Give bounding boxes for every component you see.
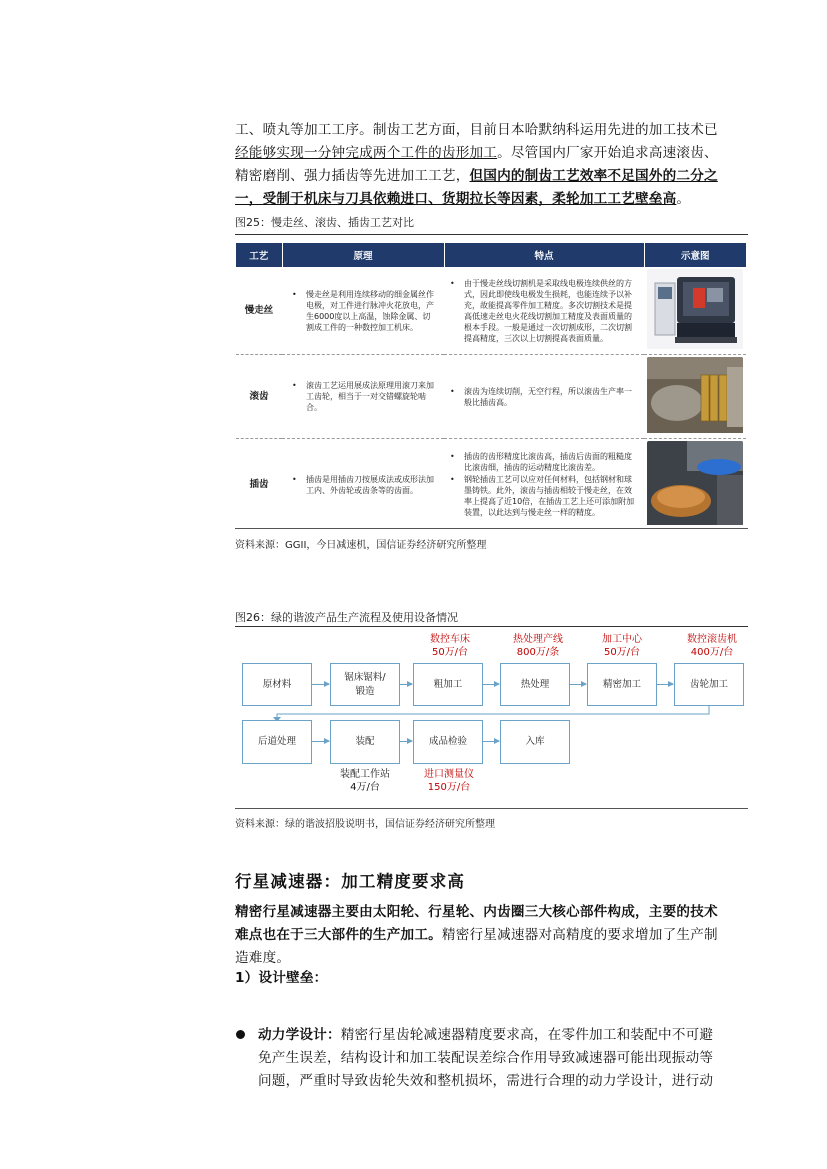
equipment-label-measuring-instrument: 进口测量仪 150万/台 [424,769,474,793]
equipment-label-machining-center: 加工中心 50万/台 [602,634,642,658]
flow-arrow [400,741,412,742]
feature-item: • 滚齿为连续切削，无空行程，所以滚齿生产率一般比插齿高。 [450,386,638,408]
flow-step-precision-machining: 精密加工 [587,663,657,706]
table-row [236,267,746,355]
principle-text: • 慢走丝是利用连续移动的细金属丝作电极，对工件进行脉冲火花放电，产生6000度以上高温，蚀除金属、切割成工件的一种数控加工机床。 [292,289,436,333]
flow-step-warehousing: 入库 [500,720,570,764]
fig26-title: 图26：绿的谐波产品生产流程及使用设备情况 [235,611,458,624]
process-principle [282,439,444,531]
bullet-dynamics-design [258,1024,750,1093]
col-header-process: 工艺 [236,243,282,267]
flow-arrow [570,684,586,685]
subsection-design-barrier: 1）设计壁垒： [235,970,328,986]
fig26-bottom-rule [235,808,748,809]
flow-step-heat-treatment: 热处理 [500,663,570,706]
flow-arrow [400,684,412,685]
table-row [236,439,746,531]
fig25-source: 资料来源：GGII，今日减速机，国信证券经济研究所整理 [235,540,487,551]
section-heading: 行星减速器：加工精度要求高 [235,872,466,891]
hobbing-image [644,355,746,439]
principle-text: • 滚齿工艺运用展成法原理用滚刀来加工齿轮，相当于一对交错螺旋轮啮合。 [292,380,436,413]
intro-line-2-rest: 。尽管国内厂家开始追求高速滚齿、 [497,145,718,161]
fig25-title: 图25：慢走丝、滚齿、插齿工艺对比 [235,216,414,229]
process-comparison-table [236,243,746,531]
col-header-diagram: 示意图 [644,243,746,267]
flow-return-connector [240,705,750,723]
bullet-dot-icon [236,1030,245,1039]
table-row [236,355,746,439]
fig26-top-rule [235,626,748,627]
hobbing-photo [647,357,743,436]
feature-item: • 由于慢走丝线切割机是采取线电极连续供丝的方式，因此即使线电极发生损耗，也能连续予以补充，故能提高零件加工精度。多次切割技术是提高低速走丝电火花线切割加工精度及表面质量的根本手段。一般是通过一次切割成形，二次切割提高精度，三次以上切割提高表面质量。 [450,278,638,344]
process-features [444,267,644,355]
fig25-top-rule [235,234,748,235]
process-principle [282,355,444,439]
intro-paragraph [235,119,749,211]
section-p1-line-3: 造难度。 [235,950,291,966]
bullet-line-3: 问题，严重时导致齿轮失效和整机损坏，需进行合理的动力学设计，进行动 [258,1073,714,1089]
equipment-label-heat-line: 热处理产线 800万/条 [513,634,563,658]
intro-line-4-bold: 一，受制于机床与刀具依赖进口、货期拉长等因素，柔轮加工工艺壁垒高 [235,191,677,207]
process-name: 慢走丝 [236,267,282,355]
process-name: 插齿 [249,479,269,491]
process-features [444,355,644,439]
intro-line-2 [235,142,749,165]
gear-shaping-photo [647,441,743,528]
feature-item: • 插齿的齿形精度比滚齿高，插齿后齿面的粗糙度比滚齿细，插齿的运动精度比滚齿差。 [450,451,638,473]
flow-step-sawing-forging: 锯床锯料/ 锻造 [330,663,400,706]
intro-line-4-end: 。 [676,191,691,207]
fig26-source: 资料来源：绿的谐波招股说明书，国信证券经济研究所整理 [235,819,495,830]
process-principle [282,267,444,355]
intro-line-3 [235,165,749,188]
flow-arrow [312,684,329,685]
intro-underlined-text: 经能够实现一分钟完成两个工件的齿形加工 [235,145,498,161]
wire-edm-photo [647,269,743,352]
flow-step-rough-machining: 粗加工 [413,663,483,706]
bullet-line-2: 免产生误差，结构设计和加工装配误差综合作用导致减速器可能出现振动等 [258,1050,714,1066]
bullet-bold-term: 动力学设计： [258,1027,341,1043]
flow-arrow [483,741,499,742]
equipment-label-assembly-station: 装配工作站 4万/台 [340,769,390,793]
intro-line-4 [235,188,749,211]
col-header-features: 特点 [444,243,644,267]
flow-step-gear-machining: 齿轮加工 [674,663,744,706]
fig25-bottom-rule [235,528,748,529]
intro-line-1: 工、喷丸等加工工序。制齿工艺方面，目前日本哈默纳科运用先进的加工技术已 [235,122,718,138]
table-header-row [236,243,746,267]
bullet-line-1 [258,1024,750,1047]
equipment-label-cnc-lathe: 数控车床 50万/台 [430,634,470,658]
flow-step-post-processing: 后道处理 [242,720,312,764]
flow-step-assembly: 装配 [330,720,400,764]
process-name: 滚齿 [236,355,282,439]
section-p1-line-1: 精密行星减速器主要由太阳轮、行星轮、内齿圈三大核心部件构成，主要的技术 [235,904,718,920]
section-p1-bold-text: 难点也在于三大部件的生产加工。 [235,927,442,943]
bullet-line-1-text: 精密行星齿轮减速器精度要求高，在零件加工和装配中不可避 [340,1027,714,1043]
flow-arrow [312,741,329,742]
process-features [444,439,644,531]
intro-line-3-bold: 但国内的制齿工艺效率不足国外的二分之 [469,168,718,184]
gear-shaping-image [644,439,746,531]
wire-edm-machine-image [644,267,746,355]
col-header-principle: 原理 [282,243,444,267]
section-p1-line-2 [235,924,749,947]
flow-arrow [483,684,499,685]
section-paragraph [235,901,749,970]
principle-text: • 插齿是用插齿刀按展成法或成形法加工内、外齿轮或齿条等的齿面。 [292,474,436,496]
intro-line-3-plain: 精密磨削、强力插齿等先进加工工艺， [235,168,470,184]
feature-item: • 钢轮插齿工艺可以应对任何材料，包括钢材和球墨铸铁。此外，滚齿与插齿相较于慢走丝，在效率上提高了近10倍，在插齿工艺上还可添加附加装置，以此达到与慢走丝一样的精度。 [450,474,638,518]
section-p1-rest: 精密行星减速器对高精度的要求增加了生产制 [441,927,718,943]
flow-arrow [657,684,673,685]
flow-step-raw-material: 原材料 [242,663,312,706]
flow-step-inspection: 成品检验 [413,720,483,764]
equipment-label-gear-hobber: 数控滚齿机 400万/台 [687,634,737,658]
